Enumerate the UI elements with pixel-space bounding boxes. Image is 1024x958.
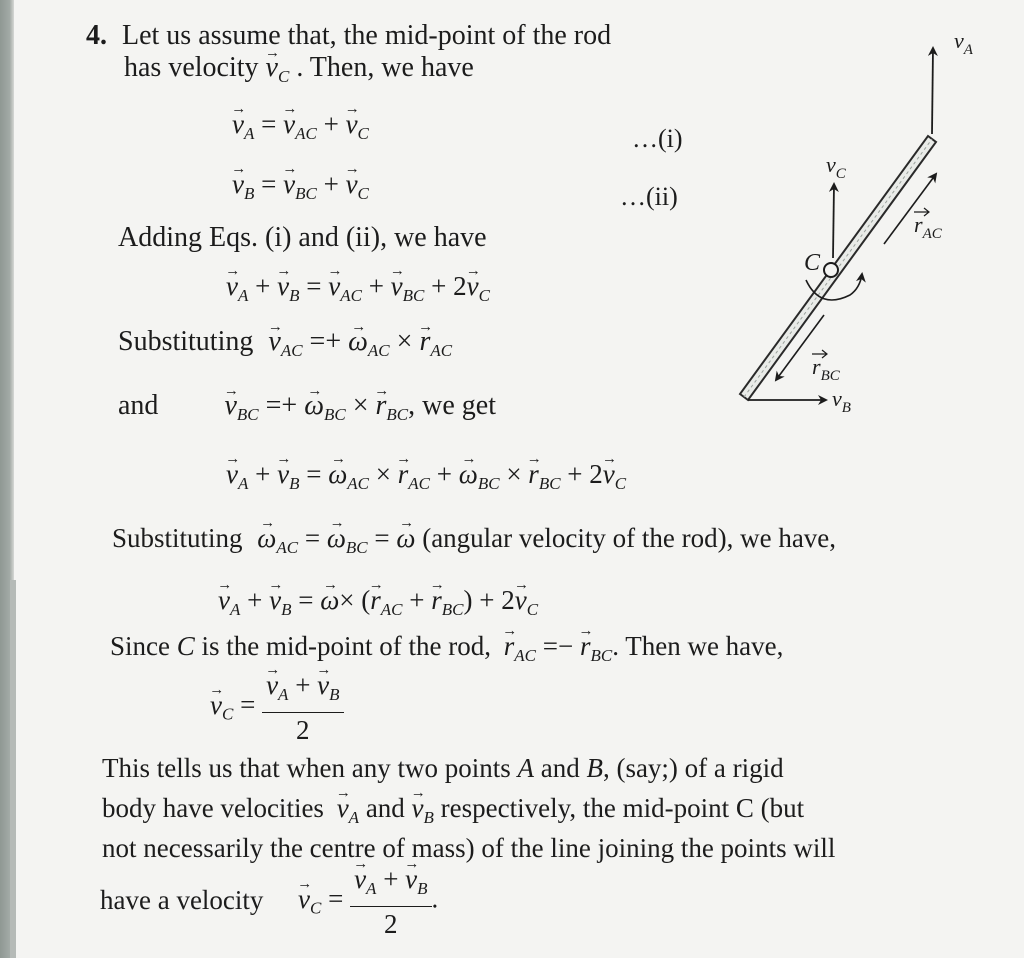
vec-v: → v [269, 584, 281, 616]
op-times: × [506, 459, 522, 489]
fraction [262, 668, 343, 747]
sub-c: C [526, 600, 539, 619]
label-vc: $v_C$ [826, 152, 846, 182]
vec-v: → v [317, 668, 329, 702]
equation-vc-result [210, 668, 344, 747]
op-plus: + [325, 326, 342, 357]
vec-v: → v [298, 883, 310, 915]
op-eq: = [240, 689, 256, 720]
vec-v: → v [283, 108, 295, 140]
vec-v: → v [346, 168, 358, 200]
fraction [350, 862, 431, 941]
equation-i [232, 108, 369, 150]
vec-v: → v [283, 168, 295, 200]
op-times: × [396, 326, 413, 357]
vec-v: → v [266, 668, 278, 702]
vec-v: → v [277, 270, 289, 302]
since-rest: is the mid-point of the rod, [201, 631, 491, 661]
vec-v: → v [277, 458, 289, 490]
since-line [110, 630, 783, 672]
vec-v: → v [515, 584, 527, 616]
rod-diagram [700, 20, 1000, 440]
sub-a: A [229, 600, 241, 619]
vec-omega: → ω [328, 458, 347, 490]
substituting-line-1 [118, 326, 452, 367]
op-plus: + [409, 585, 425, 615]
intro-text-2: has velocity [124, 52, 259, 83]
vec-r: → r [370, 584, 381, 616]
fraction-numerator [350, 862, 431, 907]
problem-number: 4. [86, 20, 107, 51]
substituting-text-2: Substituting [112, 523, 243, 553]
and-word-2: and [365, 793, 405, 823]
op-plus: + [295, 670, 311, 700]
vec-r: → r [528, 458, 539, 490]
vec-v: → v [346, 108, 358, 140]
paren-close: ) [463, 585, 473, 615]
vec-r: → r [580, 630, 591, 662]
sub-bc: BC [295, 184, 317, 203]
sub-b: B [423, 808, 434, 827]
op-eq: = [328, 883, 344, 914]
and-text: and [118, 390, 159, 421]
vec-r: → r [431, 584, 442, 616]
substituting-line-2 [112, 522, 836, 564]
op-eq: = [265, 390, 282, 421]
label-rac: $r_{AC}$ [914, 212, 942, 242]
intro-line-1 [86, 20, 611, 52]
vec-omega: → ω [327, 522, 346, 554]
fraction-numerator [262, 668, 343, 713]
equation-i-tag: …(i) [632, 124, 683, 153]
op-eq: = [306, 271, 322, 301]
vec-v: → v [226, 458, 238, 490]
sub-bc: BC [323, 405, 346, 424]
point-a: A [517, 753, 534, 783]
op-plus: + [247, 585, 263, 615]
velocity-a-arrow [932, 48, 933, 134]
op-plus: + [255, 459, 271, 489]
vec-v: → v [412, 792, 424, 824]
sub-c: C [357, 184, 369, 203]
op-times: × [339, 585, 355, 615]
paren-open: ( [361, 585, 371, 615]
vec-omega: → ω [257, 522, 276, 554]
sub-bc: BC [590, 646, 613, 665]
op-plus: + [255, 271, 271, 301]
vec-v: → v [268, 326, 280, 358]
conclusion-line-2 [102, 792, 804, 834]
sub-b: B [281, 600, 292, 619]
sub-bc: BC [236, 405, 259, 424]
sub-c: C [277, 67, 290, 86]
label-rbc: $r_{BC}$ [812, 354, 840, 384]
sub-c: C [309, 898, 322, 918]
since-c: C [176, 631, 195, 661]
and-word: and [540, 753, 580, 783]
equation-ii [232, 168, 369, 210]
sub-ac: AC [347, 474, 370, 493]
equation-vc-final [298, 862, 438, 941]
op-eq: = [542, 631, 558, 661]
sub-c: C [221, 704, 234, 724]
vec-v: → v [266, 52, 278, 84]
vec-v: → v [467, 270, 479, 302]
op-plus: + [281, 390, 298, 421]
sub-b: B [329, 685, 340, 704]
vec-v: → v [226, 270, 238, 302]
vec-v: → v [218, 584, 230, 616]
vec-omega: → ω [459, 458, 478, 490]
conclusion-text-2: body have velocities [102, 793, 324, 823]
op-plus: + [479, 585, 495, 615]
vec-v: → v [337, 792, 349, 824]
op-eq: = [309, 326, 326, 357]
vec-omega: → ω [304, 390, 324, 422]
final-period: . [431, 883, 439, 914]
op-times: × [375, 459, 392, 489]
sub-ac: AC [430, 341, 453, 360]
we-get-text: , we get [408, 390, 497, 421]
conclusion-text-2b: respectively, the mid-point C (but [440, 793, 805, 823]
sub-b: B [243, 184, 255, 203]
equation-expanded [226, 458, 626, 500]
page-binding-edge-lower [10, 580, 16, 958]
label-va: $v_A$ [954, 28, 973, 58]
sub-a: A [237, 474, 249, 493]
and-line [118, 390, 496, 431]
vec-r: → r [419, 326, 430, 358]
vec-omega: → ω [320, 584, 339, 616]
vec-r: → r [398, 458, 409, 490]
conclusion-line-4 [100, 884, 263, 916]
sub-ac: AC [367, 341, 390, 360]
num-two: 2 [453, 271, 467, 301]
equation-ii-tag: …(ii) [620, 182, 678, 211]
op-eq: = [261, 109, 277, 139]
vec-v: → v [232, 168, 244, 200]
since-text: Since [110, 631, 170, 661]
intro-line-2 [124, 52, 474, 93]
equation-cross [218, 584, 538, 626]
label-vb: $v_B$ [832, 386, 851, 416]
op-plus: + [368, 271, 384, 301]
equation-sum [226, 270, 490, 312]
fraction-denominator: 2 [384, 909, 398, 939]
vec-v: → v [328, 270, 340, 302]
conclusion-line-1 [102, 752, 784, 784]
sub-b: B [289, 474, 300, 493]
sub-bc: BC [441, 600, 464, 619]
vec-v: → v [210, 689, 222, 721]
sub-bc: BC [402, 286, 425, 305]
num-two: 2 [589, 459, 603, 489]
op-plus: + [323, 109, 339, 139]
sub-ac: AC [340, 286, 362, 305]
op-minus: − [557, 631, 574, 661]
sub-ac: AC [408, 474, 431, 493]
op-times: × [352, 390, 369, 421]
sub-bc: BC [386, 405, 409, 424]
num-two: 2 [501, 585, 515, 615]
vec-v: → v [603, 458, 615, 490]
sub-a: A [237, 286, 249, 305]
op-eq: = [298, 585, 314, 615]
vec-r: → r [376, 390, 387, 422]
sub-a: A [348, 808, 360, 827]
fraction-denominator: 2 [296, 715, 310, 745]
midpoint-c-marker [824, 263, 838, 277]
sub-c: C [614, 474, 627, 493]
sub-ac: AC [514, 646, 536, 665]
sub-a: A [278, 685, 289, 704]
sub-bc: BC [538, 474, 561, 493]
op-eq: = [374, 523, 390, 553]
op-plus: + [323, 169, 339, 199]
vec-r: → r [504, 630, 515, 662]
conclusion-text-1b: , (say;) of a rigid [602, 753, 784, 783]
conclusion-text-1: This tells us that when any two points [102, 753, 511, 783]
substituting-text: Substituting [118, 326, 254, 357]
vec-v: → v [354, 862, 366, 896]
op-plus: + [383, 864, 399, 894]
vec-v: → v [405, 862, 417, 896]
sub-ac: AC [380, 600, 403, 619]
op-plus: + [431, 271, 447, 301]
conclusion-line-3: not necessarily the centre of mass) of the line joining the points will [102, 833, 836, 863]
sub-ac: AC [280, 341, 303, 360]
sub-ac: AC [276, 538, 299, 557]
sub-b: B [289, 286, 300, 305]
angular-note: (angular velocity of the rod), we have, [422, 523, 837, 553]
op-eq: = [261, 169, 277, 199]
sub-c: C [357, 124, 369, 143]
op-eq: = [306, 459, 322, 489]
vec-v: → v [232, 108, 244, 140]
vec-omega: → ω [348, 326, 368, 358]
sub-bc: BC [345, 538, 368, 557]
adding-line: Adding Eqs. (i) and (ii), we have [118, 222, 487, 253]
velocity-c-arrow [833, 184, 834, 258]
vec-omega: → ω [396, 522, 415, 554]
op-plus: + [567, 459, 583, 489]
sub-b: B [417, 879, 428, 898]
sub-c: C [478, 286, 490, 305]
label-c: C [804, 250, 821, 276]
op-eq: = [304, 523, 321, 553]
sub-a: A [366, 879, 377, 898]
vec-v: → v [391, 270, 403, 302]
sub-bc: BC [477, 474, 500, 493]
vec-v: → v [224, 390, 236, 422]
sub-ac: AC [295, 124, 317, 143]
intro-text-2b: . Then, we have [296, 52, 474, 83]
intro-text-1: Let us assume that, the mid-point of the rod [122, 20, 612, 51]
conclusion-text-4: have a velocity [100, 885, 264, 915]
op-plus: + [436, 459, 452, 489]
then-text: . Then we have, [612, 631, 784, 661]
sub-a: A [243, 124, 255, 143]
point-b: B [586, 753, 603, 783]
